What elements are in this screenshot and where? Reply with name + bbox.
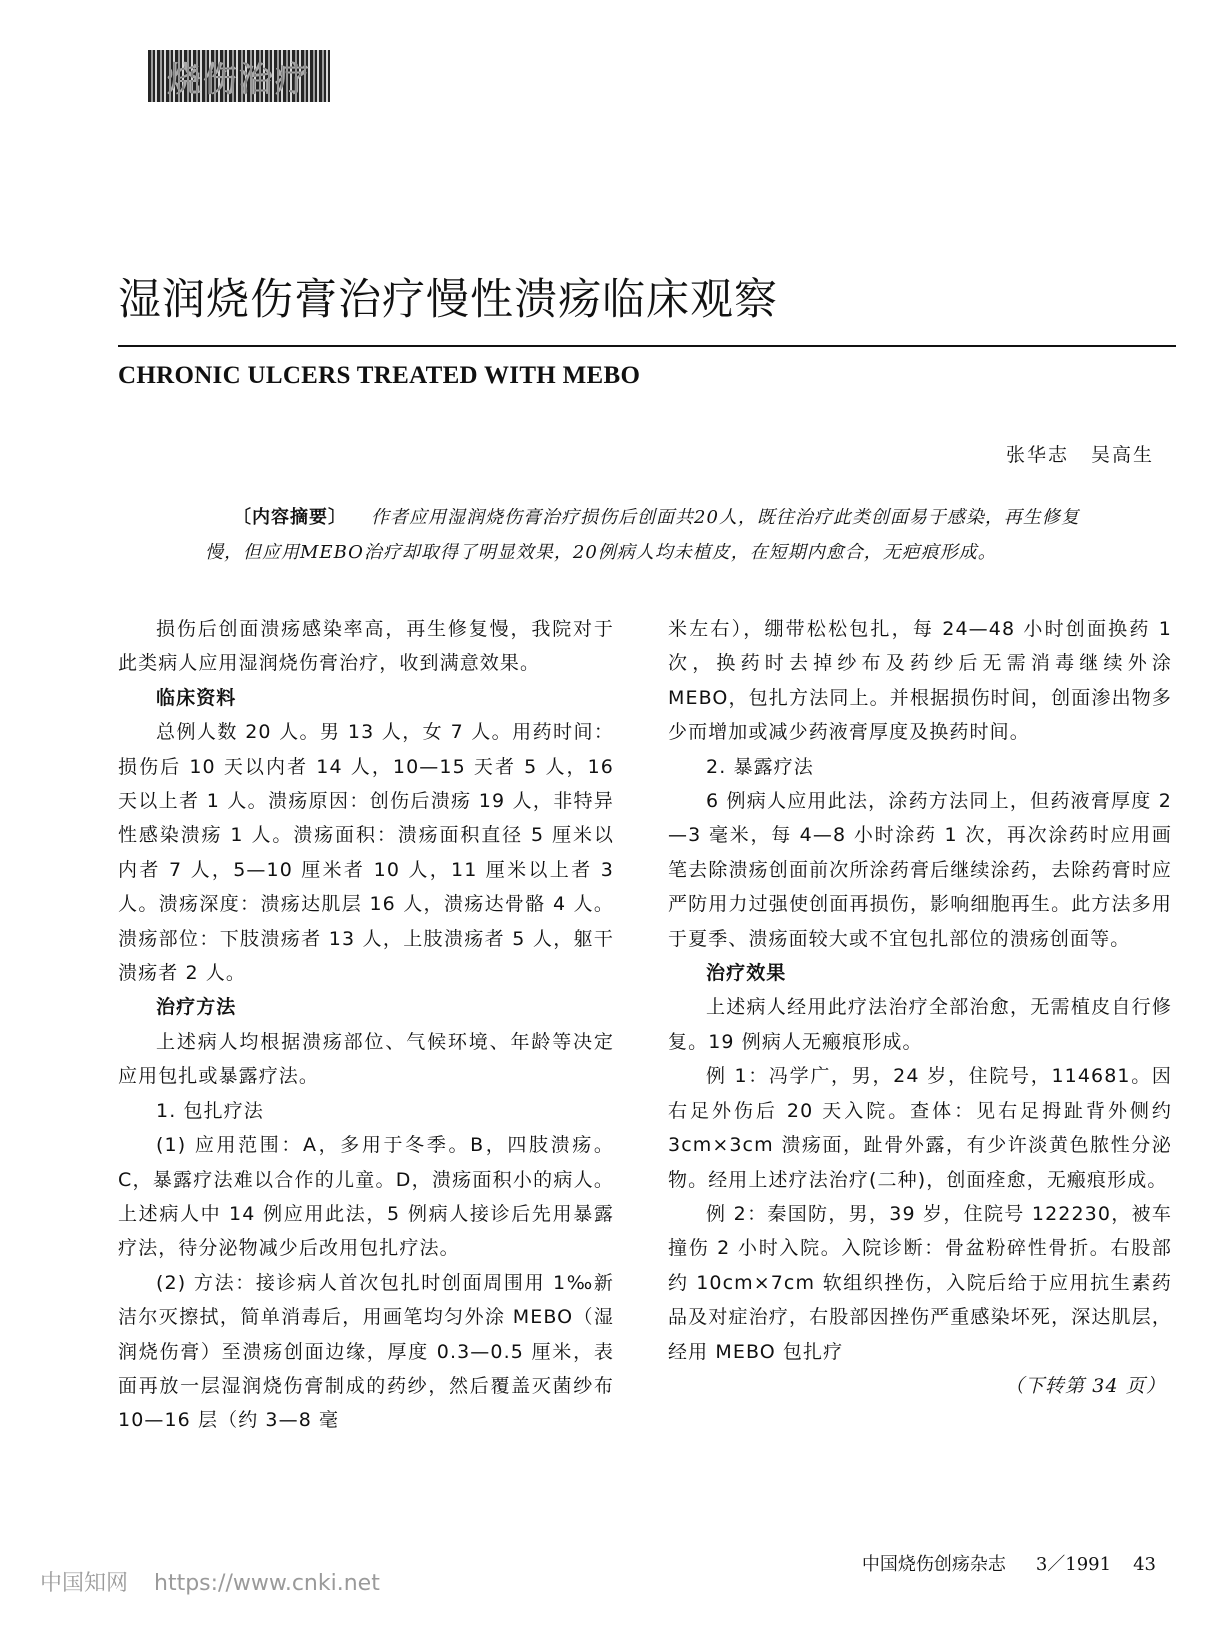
case-1-paragraph: 例 1：冯学广，男，24 岁，住院号，114681。因右足外伤后 20 天入院。查体：见右足拇趾背外侧约 3cm×3cm 溃疡面，趾骨外露，有少许淡黄色脓性分泌物。经用上述疗法治疗(二种)，创面痊愈，无瘢痕形成。 — [668, 1065, 1172, 1191]
author-list — [1006, 440, 1154, 467]
left-column — [118, 612, 614, 1438]
case-2-paragraph: 例 2：秦国防，男，39 岁，住院号 122230，被车撞伤 2 小时入院。入院诊断：骨盆粉碎性骨折。右股部约 10cm×7cm 软组织挫伤，入院后给于应用抗生素药品及对症治疗，右股部因挫伤严重感染坏死，深达肌层，经用 MEBO 包扎疗 — [668, 1202, 1172, 1363]
intro-paragraph: 损伤后创面溃疡感染率高，再生修复慢，我院对于此类病人应用湿润烧伤膏治疗，收到满意效果。 — [118, 618, 614, 675]
subsection-title-bandage: 1. 包扎疗法 — [156, 1099, 264, 1122]
bandage-scope-paragraph: (1) 应用范围：A，多用于冬季。B，四肢溃疡。C，暴露疗法难以合作的儿童。D，溃疡面积小的病人。上述病人中 14 例应用此法，5 例病人接诊后先用暴露疗法，待分泌物减少后改用包扎疗法。 — [118, 1134, 614, 1260]
right-column — [668, 612, 1172, 1403]
issue-number: 3／1991 — [1035, 1554, 1112, 1575]
bandage-method-continued: 米左右），绷带松松包扎，每 24—48 小时创面换药 1 次，换药时去掉纱布及药纱后无需消毒继续外涂 MEBO，包扎方法同上。并根据损伤时间，创面渗出物多少而增加或减少药液膏厚度及换药时间。 — [668, 618, 1172, 744]
author-name: 张华志 — [1005, 444, 1069, 466]
section-heading-method: 治疗方法 — [156, 996, 237, 1019]
result-paragraph: 上述病人经用此疗法治疗全部治愈，无需植皮自行修复。19 例病人无瘢痕形成。 — [668, 996, 1172, 1053]
logo-text: 烧伤治疗 — [167, 59, 311, 100]
section-heading-materials: 临床资料 — [156, 686, 237, 709]
watermark-site: 中国知网 — [40, 1571, 129, 1596]
abstract — [205, 500, 1105, 570]
page-footer — [862, 1550, 1156, 1576]
journal-name: 中国烧伤创疡杂志 — [861, 1554, 1006, 1575]
method-paragraph: 上述病人均根据溃疡部位、气候环境、年龄等决定应用包扎或暴露疗法。 — [118, 1030, 614, 1088]
article-title: 湿润烧伤膏治疗慢性溃疡临床观察 — [118, 275, 778, 325]
article-subtitle-english: CHRONIC ULCERS TREATED WITH MEBO — [118, 362, 641, 389]
journal-section-logo — [148, 50, 330, 102]
watermark-url: https://www.cnki.net — [154, 1571, 380, 1596]
author-name: 吴高生 — [1090, 444, 1154, 466]
bandage-method-paragraph: (2) 方法：接诊病人首次包扎时创面周围用 1‰新洁尔灭擦拭，简单消毒后，用画笔均匀外涂 MEBO（湿润烧伤膏）至溃疡创面边缘，厚度 0.3—0.5 厘米，表面再放一层湿润烧伤膏制成的药纱，然后覆盖灭菌纱布 10—16 层（约 3—8 毫 — [118, 1271, 614, 1432]
abstract-label: 〔内容摘要〕 — [233, 507, 347, 528]
abstract-text: 作者应用湿润烧伤膏治疗损伤后创面共20人，既往治疗此类创面易于感染，再生修复慢，但应用MEBO治疗却取得了明显效果，20例病人均未植皮，在短期内愈合，无疤痕形成。 — [205, 507, 1080, 563]
materials-paragraph: 总例人数 20 人。男 13 人，女 7 人。用药时间：损伤后 10 天以内者 14 人，10—15 天者 5 人，16 天以上者 1 人。溃疡原因：创伤后溃疡 19 人，非特异性感染溃疡 1 人。溃疡面积：溃疡面积直径 5 厘米以内者 7 人，5—10 厘米者 10 人，11 厘米以上者 3 人。溃疡深度：溃疡达肌层 16 人，溃疡达骨骼 4 人。溃疡部位：下肢溃疡者 13 人，上肢溃疡者 5 人，躯干溃疡者 2 人。 — [118, 721, 614, 985]
section-heading-result: 治疗效果 — [706, 962, 787, 985]
page-number: 43 — [1133, 1554, 1156, 1575]
cnki-watermark — [40, 1566, 380, 1597]
exposure-paragraph: 6 例病人应用此法，涂药方法同上，但药液膏厚度 2—3 毫米，每 4—8 小时涂药 1 次，再次涂药时应用画笔去除溃疡创面前次所涂药膏后继续涂药，去除药膏时应严防用力过强使创面再损伤，影响细胞再生。此方法多用于夏季、溃疡面较大或不宜包扎部位的溃疡创面等。 — [668, 790, 1172, 950]
continued-note: （下转第 34 页） — [1004, 1374, 1166, 1397]
title-rule — [118, 345, 1176, 347]
subsection-title-exposure: 2. 暴露疗法 — [706, 755, 814, 778]
